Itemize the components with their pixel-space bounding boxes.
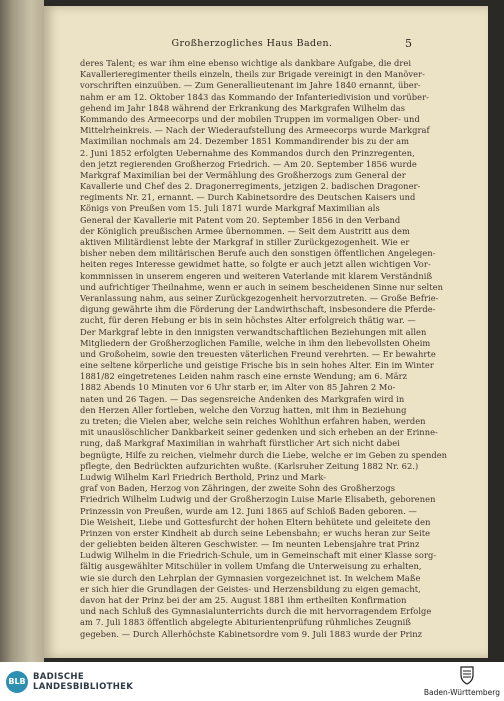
text-line: Ludwig Wilhelm Karl Friedrich Berthold, Prinz und Mark-	[80, 471, 327, 482]
text-line: Kavallerieregimenter theils einzeln, theils zur Brigade vereinigt in den Manöver-	[80, 69, 425, 80]
text-line: mit unauslöschlicher Dankbarkeit seiner gedenken und sich erheben an der Erinne-	[80, 427, 438, 438]
text-line: Die Weisheit, Liebe und Gottesfurcht der hohen Eltern behütete und geleitete den	[80, 516, 431, 527]
text-line: regiments Nr. 21, ernannt. — Durch Kabinetsordre des Deutschen Kaisers und	[80, 192, 416, 203]
text-line: pflegte, den Bedrückten aufzurichten wußte. (Karlsruher Zeitung 1882 Nr. 62.)	[80, 460, 419, 471]
text-line: 2. Juni 1852 erfolgten Uebernahme des Kommandos durch den Prinzregenten,	[80, 147, 415, 158]
blb-library-name[interactable]	[33, 672, 133, 692]
text-line: eine seltene körperliche und geistige Frische bis in sein hohes Alter. Ein im Winter	[80, 360, 434, 371]
text-line: graf von Baden, Herzog von Zähringen, der zweite Sohn des Großherzogs	[80, 483, 396, 494]
text-line: Friedrich Wilhelm Ludwig und der Großherzogin Luise Marie Elisabeth, geborenen	[80, 494, 436, 505]
text-line: deres Talent; es war ihm eine ebenso wichtige als dankbare Aufgabe, die drei	[80, 58, 412, 68]
text-line: Prinzessin von Preußen, wurde am 12. Juni 1865 auf Schloß Baden geboren. —	[80, 505, 417, 516]
text-line: davon hat der Prinz bei der am 25. August 1881 ihm ertheilten Konfirmation	[80, 595, 407, 605]
running-head	[92, 38, 412, 52]
text-line: Mittelrheinkreis. — Nach der Wiederaufstellung des Armeecorps wurde Markgraf	[80, 125, 430, 136]
text-line: kommnissen in unserem engeren und weiteren Vaterlande mit klarem Verständniß	[80, 270, 433, 281]
text-line: heiten reges Interesse gewidmet hatte, so folgte er auch jetzt allen wichtigen Vor-	[80, 259, 431, 270]
text-line: begnügte, Hilfe zu reichen, vielmehr durch die Liebe, welche er im Geben zu spenden	[80, 449, 448, 460]
text-line: digung gewährte ihm die Förderung der Landwirthschaft, insbesondere die Pferde-	[80, 304, 436, 315]
text-line: und Großoheim, sowie den treuesten väterlichen Freund verehrten. — Er bewahrte	[80, 348, 436, 359]
text-line: aktiven Militärdienst lebte der Markgraf in stiller Zurückgezogenheit. Wie er	[80, 237, 410, 247]
text-line: 1881/82 eingetretenes Leiden nahm rasch eine ernste Wendung; am 6. März	[80, 371, 408, 382]
text-line: vorschriften einzuüben. — Zum Generallieutenant im Jahre 1840 ernannt, über-	[80, 80, 421, 91]
text-line: Mitgliedern der Großherzoglichen Familie, welche in ihm den liebevollsten Oheim	[80, 337, 431, 348]
blb-library-line2: LANDESBIBLIOTHEK	[33, 682, 134, 692]
running-head-title: Großherzogliches Haus Baden.	[171, 38, 333, 49]
text-line: naten und 26 Tagen. — Das segensreiche Andenken des Markgrafen wird in	[80, 393, 405, 404]
text-line: Veranlassung nahm, aus seiner Zurückgezogenheit hervorzutreten. — Große Befrie-	[80, 292, 439, 303]
blb-library-line1: BADISCHE	[33, 672, 84, 682]
text-line: gehend im Jahr 1848 während der Erkrankung des Markgrafen Wilhelm das	[80, 102, 406, 113]
text-line: er sich hier die Grundlagen der Geistes- und Herzensbildung zu eigen gemacht,	[80, 583, 421, 594]
blb-logo-icon[interactable]: BLB	[6, 671, 28, 693]
text-line: Markgraf Maximilian bei der Vermählung des Großherzogs zum General der	[80, 169, 406, 180]
text-line: Kommando des Armeecorps und der mobilen Truppen im vormaligen Ober- und	[80, 113, 420, 124]
text-line: Kavallerie und Chef des 2. Dragonerregiments, jetzigen 2. badischen Dragoner-	[80, 181, 421, 192]
text-line: Königs von Preußen vom 15. Juli 1871 wurde Markgraf Maximilian als	[80, 203, 380, 214]
baden-wuerttemberg-crest-icon	[458, 665, 476, 685]
baden-wuerttemberg-label: Baden-Württemberg	[423, 688, 500, 697]
book-spine-edge	[0, 0, 44, 662]
text-line: gegeben. — Durch Allerhöchste Kabinetsordre vom 9. Juli 1883 wurde der Prinz	[80, 628, 423, 639]
text-line: den jetzt regierenden Großherzog Friedrich. — Am 20. September 1856 wurde	[80, 158, 417, 169]
page-number: 5	[405, 37, 412, 50]
text-line: wie sie durch den Lehrplan der Gymnasien vorgezeichnet ist. In welchem Maße	[80, 572, 421, 583]
text-line: nahm er am 12. Oktober 1843 das Kommando der Infanteriedivision und vorüber-	[80, 91, 429, 102]
text-line: der Königlich preußischen Armee übernommen. — Seit dem Austritt aus dem	[80, 225, 410, 236]
text-line: General der Kavallerie mit Patent vom 20. September 1856 in den Verband	[80, 214, 401, 225]
text-line: am 7. Juli 1883 öffentlich abgelegte Abiturientenprüfung rühmliches Zeugniß	[80, 617, 411, 628]
text-line: Prinzen von erster Kindheit ab durch seine Lebensbahn; er wuchs heran zur Seite	[80, 527, 431, 538]
text-line: zucht, für deren Hebung er bis in sein höchstes Alter erfolgreich thätig war. —	[80, 315, 416, 326]
text-line: und aufrichtiger Theilnahme, wenn er auch in seinem bescheidenen Sinne nur selten	[80, 281, 443, 292]
body-text	[80, 58, 448, 640]
footer-bar	[0, 662, 504, 701]
text-line: 1882 Abends 10 Minuten vor 6 Uhr starb er, im Alter von 85 Jahren 2 Mo-	[80, 382, 396, 393]
text-line: und nach Schluß des Gymnasialunterrichts durch die mit hervorragendem Erfolge	[80, 606, 432, 617]
text-line: zu treten; die Vielen aber, welche sein reiches Wohlthun erfahren haben, werden	[80, 416, 426, 426]
text-line: fältig ausgewählter Mitschüler in vollem Umfang die Unterweisung zu erhalten,	[80, 561, 422, 572]
text-line: den Herzen Aller fortleben, welche den Vorzug hatten, mit ihm in Beziehung	[80, 404, 407, 415]
text-line: Ludwig Wilhelm in die Friedrich-Schule, um in Gemeinschaft mit einer Klasse sorg-	[80, 550, 437, 561]
text-line: rung, daß Markgraf Maximilian in wahrhaft fürstlicher Art sich nicht dabei	[80, 438, 400, 449]
text-line: der geliebten beiden älteren Geschwister. — Im neunten Lebensjahre trat Prinz	[80, 539, 420, 550]
text-line: bisher neben dem militärischen Berufe auch den sonstigen öffentlichen Angelegen-	[80, 248, 436, 259]
text-line: Der Markgraf lebte in den innigsten verwandtschaftlichen Beziehungen mit allen	[80, 326, 427, 337]
text-line: Maximilian nochmals am 24. Dezember 1851 Kommandirender bis zu der am	[80, 136, 410, 147]
